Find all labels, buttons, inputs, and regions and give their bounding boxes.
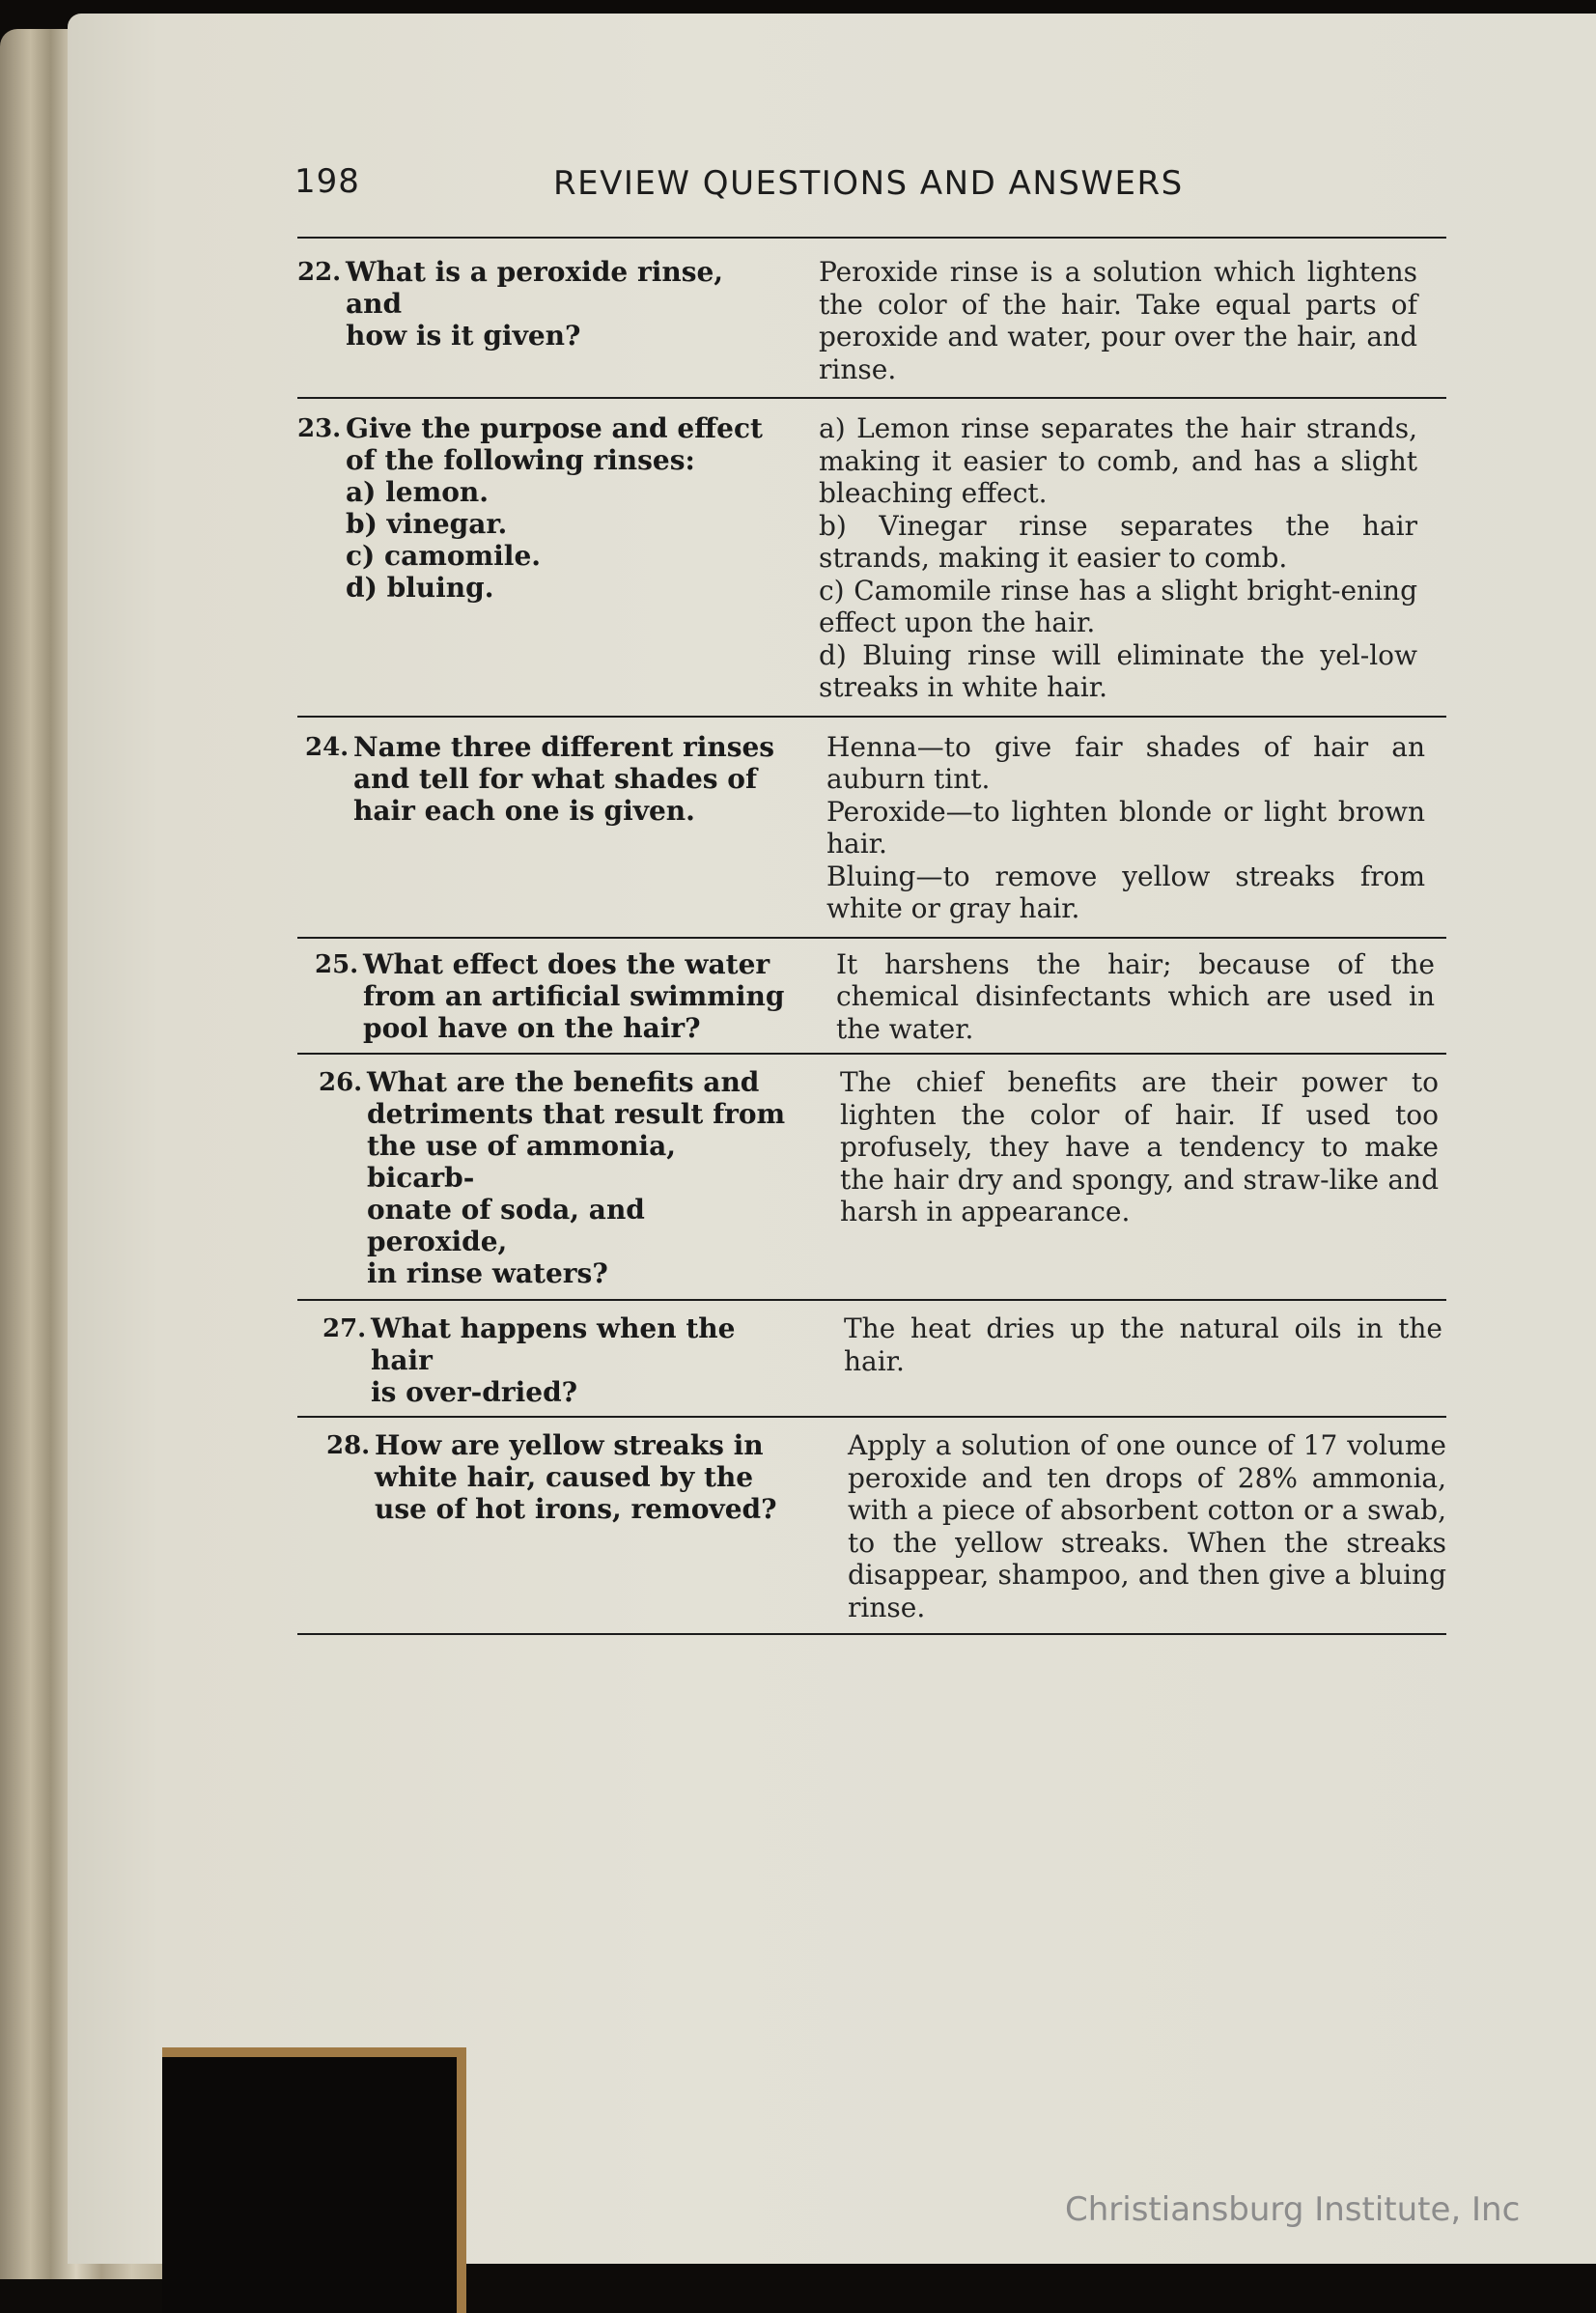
qa-table (297, 237, 1446, 1635)
question-text: What is a peroxide rinse, and how is it given? (346, 256, 724, 352)
answer-text: The chief benefits are their power to lighten the color of hair. If used too profusely, they have a tendency to make the hair dry and spongy, and straw-like and harsh in appearance. (840, 1066, 1439, 1227)
table-rule (297, 1633, 1446, 1635)
page-header (294, 162, 1453, 211)
question-number: 22. (297, 258, 342, 287)
page-number: 198 (294, 162, 360, 201)
answer-text: Henna—to give fair shades of hair an auburn tint. Peroxide—to lighten blonde or light brown hair. Bluing—to remove yellow streaks from white or gray hair. (826, 730, 1425, 924)
question-text: How are yellow streaks in white hair, caused by the use of hot irons, removed? (375, 1429, 777, 1525)
question-text: What happens when the hair is over-dried? (371, 1312, 736, 1408)
watermark: Christiansburg Institute, Inc (1065, 2190, 1521, 2229)
question-text: Name three different rinses and tell for what shades of hair each one is given. (353, 730, 775, 827)
question-text: What are the benefits and detriments that result from the use of ammonia, bicarb- onate of soda, and peroxide, in rinse waters? (367, 1066, 786, 1289)
qa-row-22 (297, 239, 1446, 397)
answer-text: The heat dries up the natural oils in the hair. (844, 1312, 1442, 1377)
qa-row-28 (297, 1418, 1446, 1633)
qa-row-23 (297, 399, 1446, 716)
question-number: 25. (315, 949, 359, 979)
answer-text: Peroxide rinse is a solution which lightens the color of the hair. Take equal parts of peroxide and water, pour over the hair, and rinse. (819, 256, 1417, 385)
question-text: Give the purpose and effect of the following rinses: a) lemon. b) vinegar. c) camomile. d) bluing. (346, 412, 763, 604)
question-number: 26. (319, 1068, 363, 1097)
answer-text: Apply a solution of one ounce of 17 volume peroxide and ten drops of 28% ammonia, with a piece of absorbent cotton or a swab, to the yellow streaks. When the streaks disappear, shampoo, and then give a bluing rinse. (848, 1429, 1446, 1623)
question-number: 24. (305, 732, 350, 762)
running-title: REVIEW QUESTIONS AND ANSWERS (553, 164, 1184, 203)
question-number: 23. (297, 414, 342, 443)
index-tab-cutout (162, 2047, 466, 2313)
qa-row-25 (297, 939, 1446, 1054)
question-number: 28. (326, 1431, 371, 1460)
qa-row-24 (297, 718, 1446, 937)
qa-row-27 (297, 1301, 1446, 1416)
question-number: 27. (322, 1314, 367, 1343)
qa-row-26 (297, 1055, 1446, 1299)
question-text: What effect does the water from an artificial swimming pool have on the hair? (363, 947, 785, 1044)
answer-text: It harshens the hair; because of the chemical disinfectants which are used in the water. (836, 947, 1435, 1045)
answer-text: a) Lemon rinse separates the hair strands, making it easier to comb, and has a slight bleaching effect. b) Vinegar rinse separates the hair strands, making it easier to comb. c) Camomile rinse has a slight bright-ening effect upon the hair. d) Bluing rinse will eliminate the yel-low streaks in white hair. (819, 412, 1417, 703)
